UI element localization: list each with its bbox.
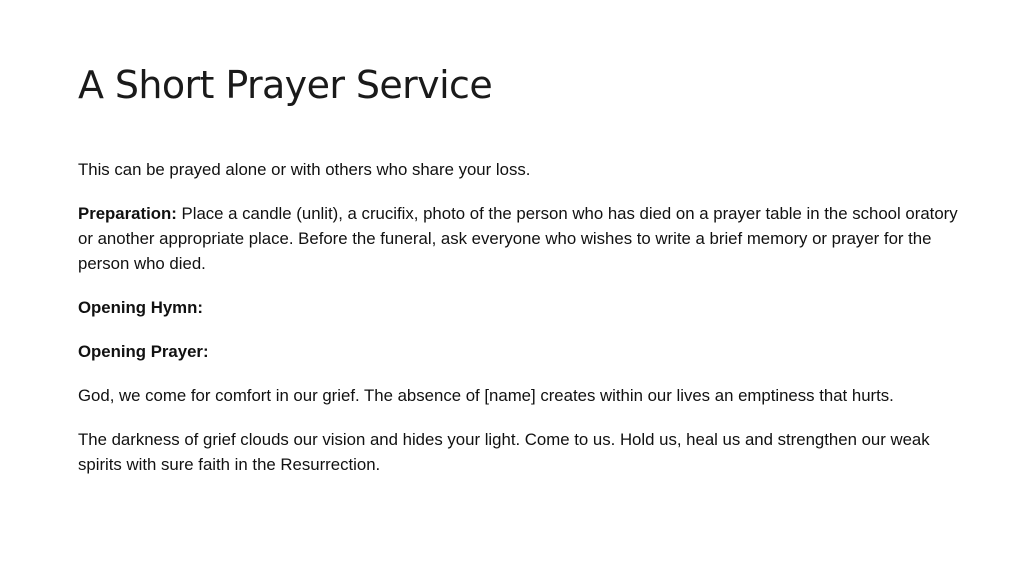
prayer-paragraph-2: The darkness of grief clouds our vision and hides your light. Come to us. Hold us, heal us and strengthen our weak spirits with sure faith in the Resurrection. bbox=[78, 430, 930, 474]
slide-body bbox=[78, 157, 958, 496]
prayer-paragraph-1: God, we come for comfort in our grief. The absence of [name] creates within our lives an emptiness that hurts. bbox=[78, 386, 894, 405]
opening-prayer-label: Opening Prayer: bbox=[78, 342, 209, 361]
slide-title: A Short Prayer Service bbox=[78, 63, 493, 107]
preparation-paragraph bbox=[78, 201, 958, 276]
opening-prayer-heading bbox=[78, 339, 958, 364]
intro-paragraph: This can be prayed alone or with others who share your loss. bbox=[78, 160, 531, 179]
opening-hymn-heading bbox=[78, 295, 958, 320]
preparation-label: Preparation: bbox=[78, 204, 177, 223]
opening-hymn-label: Opening Hymn: bbox=[78, 298, 203, 317]
preparation-text: Place a candle (unlit), a crucifix, photo of the person who has died on a prayer table in the school oratory or another appropriate place. Before the funeral, ask everyone who wishes to write a brief memory or prayer for the person who died. bbox=[78, 204, 958, 273]
